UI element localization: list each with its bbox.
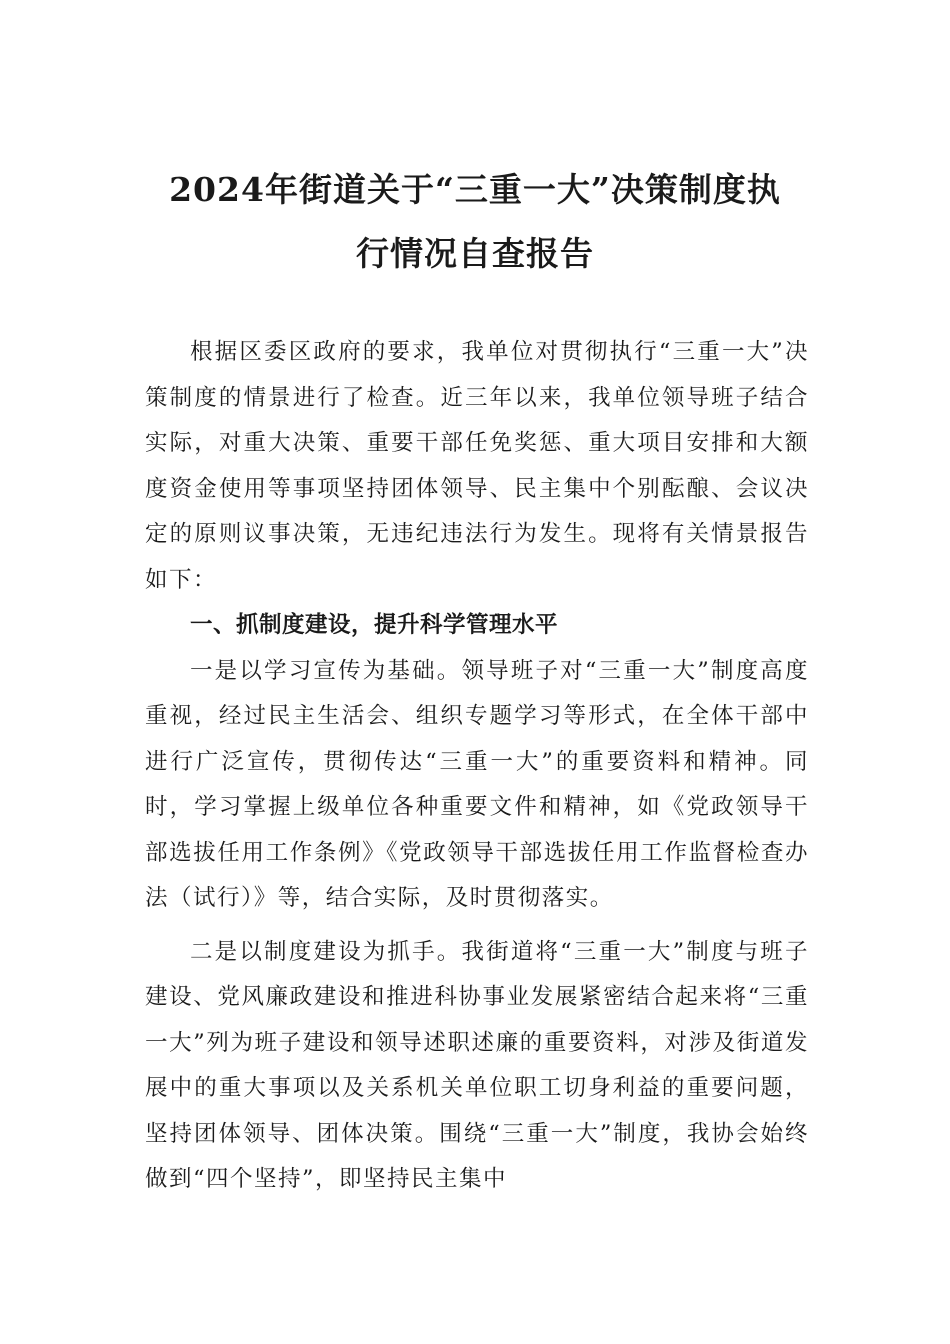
document-title: [120, 158, 830, 286]
intro-paragraph: 根据区委区政府的要求，我单位对贯彻执行“三重一大”决策制度的情景进行了检查。近三年以来，我单位领导班子结合实际，对重大决策、重要干部任免奖惩、重大项目安排和大额度资金使用等事项坚持团体领导、民主集中个别酝酿、会议决定的原则议事决策，无违纪违法行为发生。现将有关情景报告如下：: [145, 339, 809, 593]
title-line-1: 2024年街道关于“三重一大”决策制度执: [169, 170, 781, 209]
paragraph-text: 我街道将“三重一大”制度与班子建设、党风廉政建设和推进科协事业发展紧密结合起来将“三重一大”列为班子建设和领导述职述廉的重要资料，对涉及街道发展中的重大事项以及关系机关单位职工切身利益的重要问题，坚持团体领导、团体决策。围绕“三重一大”制度，我协会始终做到“四个坚持”，即坚持民主集中: [145, 938, 809, 1192]
paragraph-lead: 一是以学习宣传为基础。: [190, 657, 462, 684]
section-heading-1: 一、抓制度建设，提升科学管理水平: [190, 612, 559, 638]
paragraph-study-promotion: [145, 649, 809, 922]
paragraph-institution-building: [145, 930, 809, 1203]
paragraph-text: 领导班子对“三重一大”制度高度重视，经过民主生活会、组织专题学习等形式，在全体干部中进行广泛宣传，贯彻传达“三重一大”的重要资料和精神。同时，学习掌握上级单位各种重要文件和精神，如《党政领导干部选拔任用工作条例》《党政领导干部选拔任用工作监督检查办法（试行）》等，结合实际，及时贯彻落实。: [145, 657, 809, 911]
paragraph-lead: 二是以制度建设为抓手。: [190, 938, 462, 965]
document-body: [145, 330, 809, 1203]
title-line-2: 行情况自查报告: [356, 234, 594, 273]
